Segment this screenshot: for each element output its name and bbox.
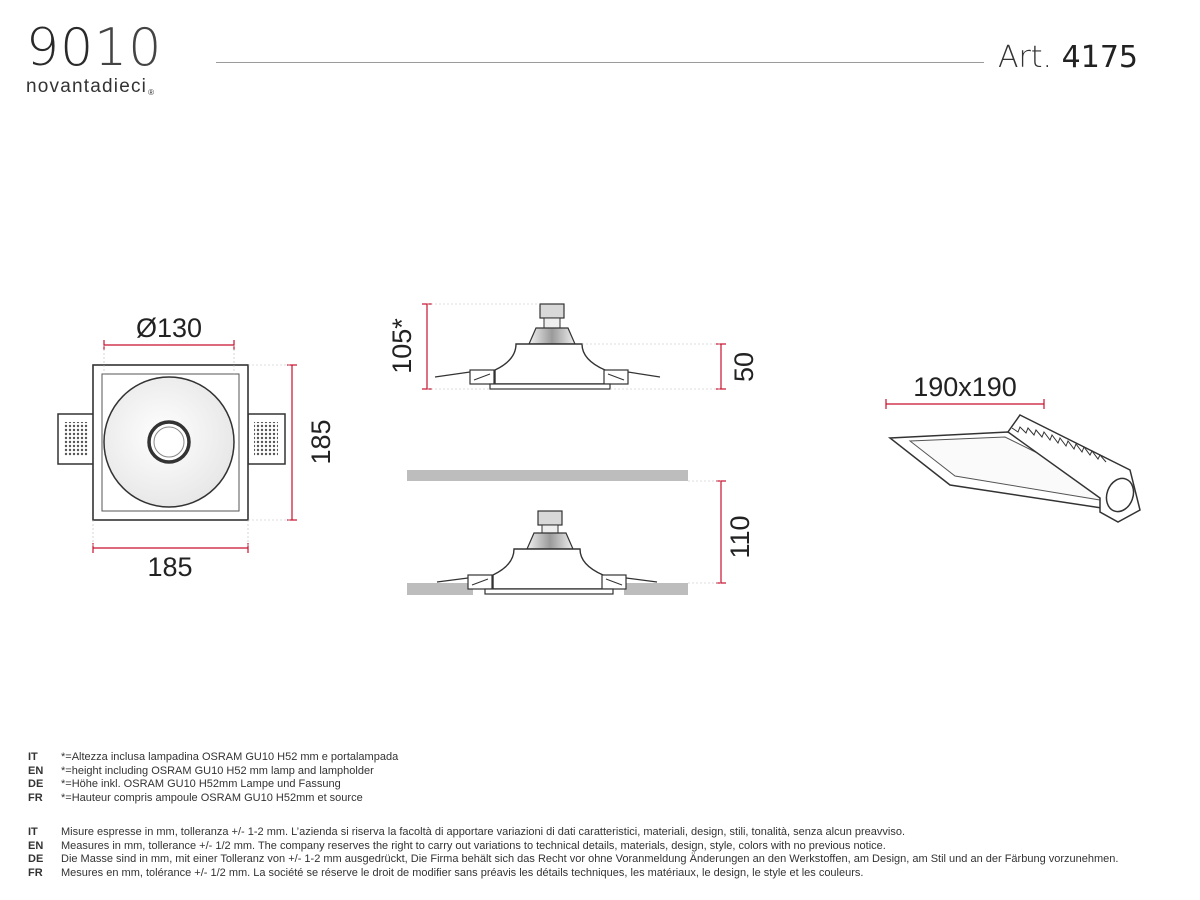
language-code: DE	[28, 853, 44, 866]
fixture-body	[493, 549, 603, 589]
lamp-socket	[527, 533, 573, 549]
lamp-socket	[529, 328, 575, 344]
disclaimer-text: Die Masse sind in mm, mit einer Tolleranz von +/- 1-2 mm ausgedrückt, Die Firma behält sich das Recht vor ohne Voranmeldung Änderungen an den Werkstoffen, am Design, am Stil und an der Färbung vorzunehmen.	[61, 853, 1119, 866]
logo-wordmark-text: novantadieci	[26, 76, 148, 97]
left-spring-arm	[437, 578, 468, 582]
note-text: *=Altezza inclusa lampadina OSRAM GU10 H52 mm e portalampada	[61, 751, 399, 763]
cutout-label: 190x190	[913, 372, 1017, 402]
installation-section	[407, 470, 755, 595]
fixture-body	[495, 344, 605, 384]
total-height-label: 105*	[387, 318, 418, 374]
plasterboard-right	[624, 583, 688, 595]
side-view	[387, 304, 759, 389]
language-code: EN	[28, 839, 44, 852]
disclaimer-row-en	[28, 840, 1118, 854]
note-text: *=height including OSRAM GU10 H52 mm lamp and lampholder	[61, 764, 374, 777]
article-number: 4175	[1061, 40, 1138, 75]
logo-number-bold: 90	[26, 18, 95, 78]
body-height-label: 50	[729, 351, 760, 383]
note-row-it	[28, 751, 398, 765]
disclaimer-row-de	[28, 853, 1118, 867]
recess-depth-label: 110	[725, 515, 756, 559]
language-code: EN	[28, 764, 44, 777]
right-spring-arm	[628, 372, 660, 377]
language-code: DE	[28, 778, 44, 791]
lamp-cap	[540, 304, 564, 318]
language-code: FR	[28, 791, 43, 804]
lamp-neck	[544, 318, 560, 328]
note-row-fr	[28, 792, 398, 806]
width-label: 185	[147, 552, 193, 582]
right-clip-grille	[254, 422, 278, 456]
disclaimer-notes	[28, 826, 1118, 880]
lamp-height-notes	[28, 751, 398, 805]
plasterboard-left	[407, 583, 473, 595]
left-spring-arm	[435, 372, 470, 377]
disclaimer-text: Mesures en mm, tolérance +/- 1/2 mm. La société se réserve le droit de modifier sans préavis les détails techniques, les matériaux, le design, le style et les couleurs.	[61, 866, 864, 879]
lamp-neck	[542, 525, 558, 533]
right-spring-arm	[626, 578, 657, 582]
lamp-aperture-inner	[154, 427, 184, 457]
language-code: IT	[28, 751, 38, 763]
diameter-label: Ø130	[135, 313, 203, 343]
left-clip-grille	[64, 422, 88, 456]
trim-flange	[485, 589, 613, 594]
ceiling-slab	[407, 470, 688, 481]
top-view	[58, 313, 336, 582]
trim-flange	[490, 384, 610, 389]
disclaimer-text: Misure espresse in mm, tolleranza +/- 1-2 mm. L’azienda si riserva la facoltà di apportare variazioni di dati caratteristici, materiali, design, stili, tonalità, senza alcun preavviso.	[61, 826, 906, 838]
disclaimer-row-fr	[28, 867, 1118, 881]
note-row-en	[28, 765, 398, 779]
note-row-de	[28, 778, 398, 792]
perspective-view	[886, 372, 1140, 522]
height-label: 185	[306, 419, 337, 465]
note-text: *=Hauteur compris ampoule OSRAM GU10 H52mm et source	[61, 791, 363, 804]
lamp-cap	[538, 511, 562, 525]
article-prefix: Art.	[997, 40, 1053, 75]
registered-mark: ®	[148, 88, 156, 97]
disclaimer-text: Measures in mm, tollerance +/- 1/2 mm. The company reserves the right to carry out variations to technical details, materials, design, style, colors with no previous notice.	[61, 839, 886, 852]
logo-number-thin: 10	[94, 18, 163, 78]
disclaimer-row-it	[28, 826, 1118, 840]
language-code: IT	[28, 826, 38, 838]
note-text: *=Höhe inkl. OSRAM GU10 H52mm Lampe und Fassung	[61, 778, 341, 791]
language-code: FR	[28, 866, 43, 879]
